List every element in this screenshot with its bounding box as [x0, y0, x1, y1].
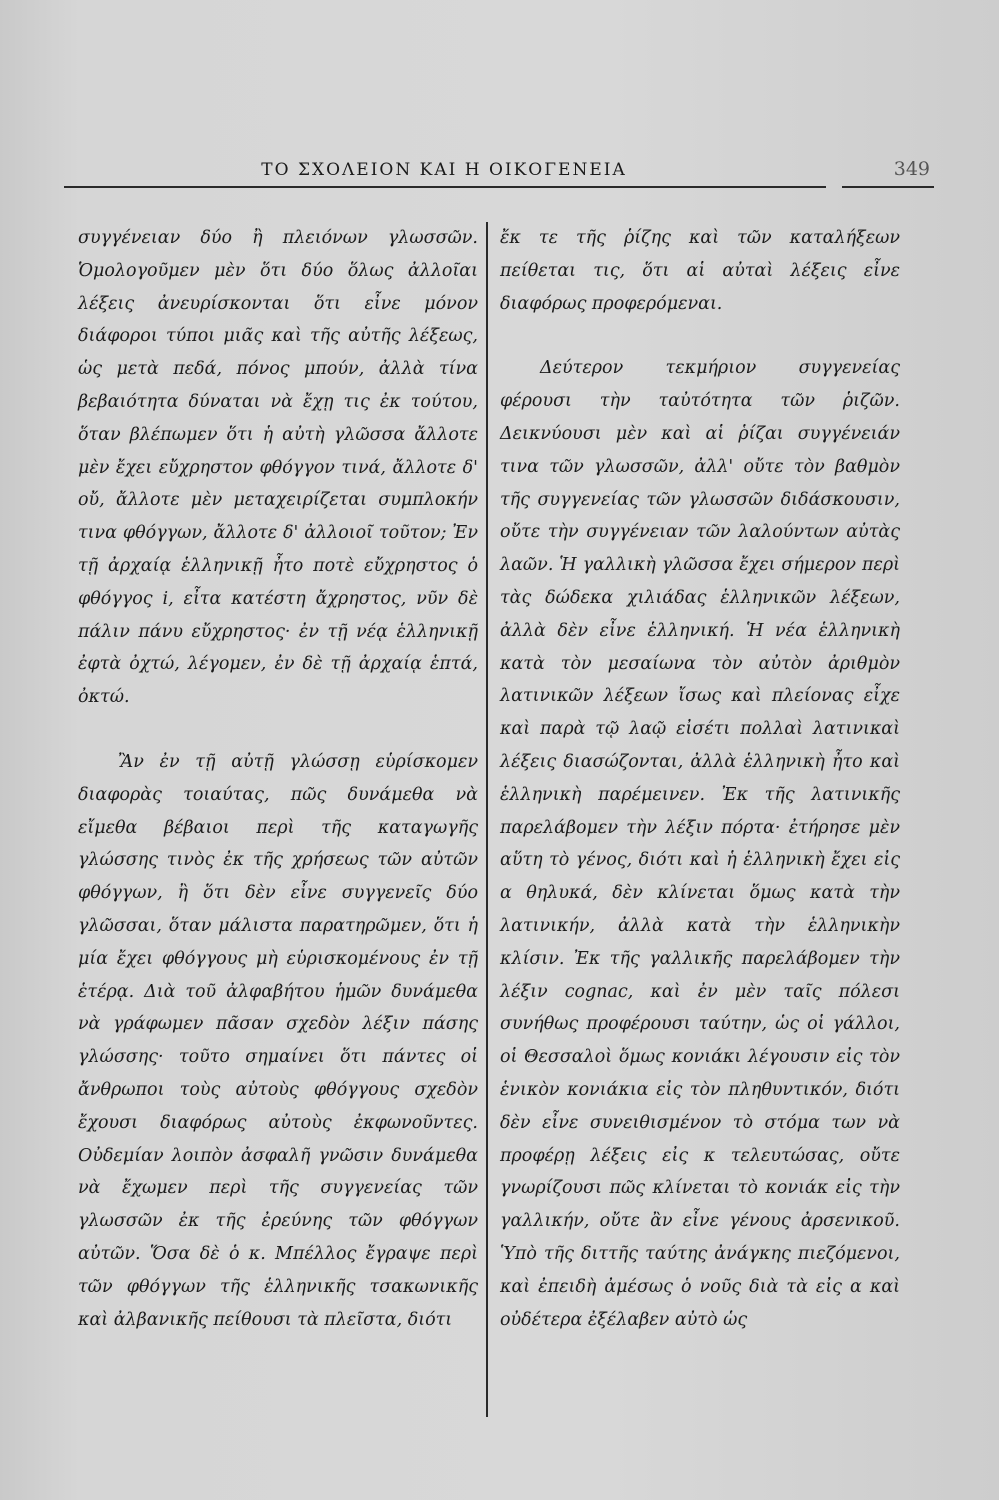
- left-paragraph-1: συγγένειαν δύο ἢ πλειόνων γλωσσῶν. Ὁμολογοῦμεν μὲν ὅτι δύο ὅλως ἀλλοῖαι λέξεις ἀνευρίσκονται ὅτι εἶνε μόνον διάφοροι τύποι μιᾶς καὶ τῆς αὐτῆς λέξεως, ὡς μετὰ πεδά, πόνος μπούν, ἀλλὰ τίνα βεβαιότητα δύναται νὰ ἔχῃ τις ἐκ τούτου, ὅταν βλέπωμεν ὅτι ἡ αὐτὴ γλῶσσα ἄλλοτε μὲν ἔχει εὔχρηστον φθόγγον τινά, ἄλλοτε δ' οὔ, ἄλλοτε μὲν μεταχειρίζεται συμπλοκήν τινα φθόγγων, ἄλλοτε δ' ἀλλοιοῖ τοῦτον; Ἐν τῇ ἀρχαίᾳ ἑλληνικῇ ἦτο ποτὲ εὔχρηστος ὁ φθόγγος i, εἶτα κατέστη ἄχρηστος, νῦν δὲ πάλιν πάνυ εὔχρηστος· ἐν τῇ νέᾳ ἑλληνικῇ ἐφτὰ ὀχτώ, λέγομεν, ἐν δὲ τῇ ἀρχαίᾳ ἑπτά, ὀκτώ.: [78, 228, 478, 708]
- right-column: [500, 222, 900, 1336]
- left-column: [78, 222, 478, 1336]
- journal-title: ΤΟ ΣΧΟΛΕΙΟΝ ΚΑΙ Η ΟΙΚΟΓΕΝΕΙΑ: [261, 160, 627, 180]
- column-divider: [486, 222, 488, 1417]
- header-rule-short: [842, 186, 934, 188]
- right-paragraph-2: Δεύτερον τεκμήριον συγγενείας φέρουσι τὴν ταὐτότητα τῶν ῥιζῶν. Δεικνύουσι μὲν καὶ αἱ ῥίζαι συγγένειάν τινα τῶν γλωσσῶν, ἀλλ' οὔτε τὸν βαθμὸν τῆς συγγενείας τῶν γλωσσῶν διδάσκουσιν, οὔτε τὴν συγγένειαν τῶν λαλούντων αὐτὰς λαῶν. Ἡ γαλλικὴ γλῶσσα ἔχει σήμερον περὶ τὰς δώδεκα χιλιάδας ἑλληνικῶν λέξεων, ἀλλὰ δὲν εἶνε ἑλληνική. Ἡ νέα ἑλληνικὴ κατὰ τὸν μεσαίωνα τὸν αὐτὸν ἀριθμὸν λατινικῶν λέξεων ἴσως καὶ πλείονας εἶχε καὶ παρὰ τῷ λαῷ εἰσέτι πολλαὶ λατινικαὶ λέξεις διασώζονται, ἀλλὰ ἑλληνικὴ ἦτο καὶ ἑλληνικὴ παρέμεινεν. Ἐκ τῆς λατινικῆς παρελάβομεν τὴν λέξιν πόρτα· ἐτήρησε μὲν αὕτη τὸ γένος, διότι καὶ ἡ ἑλληνικὴ ἔχει εἰς α θηλυκά, δὲν κλίνεται ὅμως κατὰ τὴν λατινικήν, ἀλλὰ κατὰ τὴν ἑλληνικὴν κλίσιν. Ἐκ τῆς γαλλικῆς παρελάβομεν τὴν λέξιν cognac, καὶ ἐν μὲν ταῖς πόλεσι συνήθως προφέρουσι ταύτην, ὡς οἱ γάλλοι, οἱ Θεσσαλοὶ ὅμως κονιάκι λέγουσιν εἰς τὸν ἑνικὸν κονιάκια εἰς τὸν πληθυντικόν, διότι δὲν εἶνε συνειθισμένον τὸ στόμα των νὰ προφέρῃ λέξεις εἰς κ τελευτώσας, οὔτε γνωρίζουσι πῶς κλίνεται τὸ κονιάκ εἰς τὴν γαλλικήν, οὔτε ἂν εἶνε γένους ἀρσενικοῦ. Ὑπὸ τῆς διττῆς ταύτης ἀνάγκης πιεζόμενοι, καὶ ἐπειδὴ ἀμέσως ὁ νοῦς διὰ τὰ εἰς α καὶ οὐδέτερα ἐξέλαβεν αὐτὸ ὡς: [500, 358, 900, 1330]
- right-paragraph-1: ἔκ τε τῆς ῥίζης καὶ τῶν καταλήξεων πείθεται τις, ὅτι αἱ αὐταὶ λέξεις εἶνε διαφόρως προφερόμεναι.: [500, 228, 900, 314]
- left-paragraph-2: Ἂν ἐν τῇ αὐτῇ γλώσσῃ εὑρίσκομεν διαφορὰς τοιαύτας, πῶς δυνάμεθα νὰ εἴμεθα βέβαιοι περὶ τῆς καταγωγῆς γλώσσης τινὸς ἐκ τῆς χρήσεως τῶν αὐτῶν φθόγγων, ἢ ὅτι δὲν εἶνε συγγενεῖς δύο γλῶσσαι, ὅταν μάλιστα παρατηρῶμεν, ὅτι ἡ μία ἔχει φθόγγους μὴ εὑρισκομένους ἐν τῇ ἑτέρᾳ. Διὰ τοῦ ἀλφαβήτου ἡμῶν δυνάμεθα νὰ γράφωμεν πᾶσαν σχεδὸν λέξιν πάσης γλώσσης· τοῦτο σημαίνει ὅτι πάντες οἱ ἄνθρωποι τοὺς αὐτοὺς φθόγγους σχεδὸν ἔχουσι διαφόρως αὐτοὺς ἐκφωνοῦντες. Οὐδεμίαν λοιπὸν ἀσφαλῆ γνῶσιν δυνάμεθα νὰ ἔχωμεν περὶ τῆς συγγενείας τῶν γλωσσῶν ἐκ τῆς ἐρεύνης τῶν φθόγγων αὐτῶν. Ὅσα δὲ ὁ κ. Μπέλλος ἔγραψε περὶ τῶν φθόγγων τῆς ἑλληνικῆς τσακωνικῆς καὶ ἀλβανικῆς πείθουσι τὰ πλεῖστα, διότι: [78, 751, 478, 1330]
- page-number: 349: [893, 158, 930, 180]
- running-header: [64, 158, 934, 188]
- header-rule: [64, 186, 826, 188]
